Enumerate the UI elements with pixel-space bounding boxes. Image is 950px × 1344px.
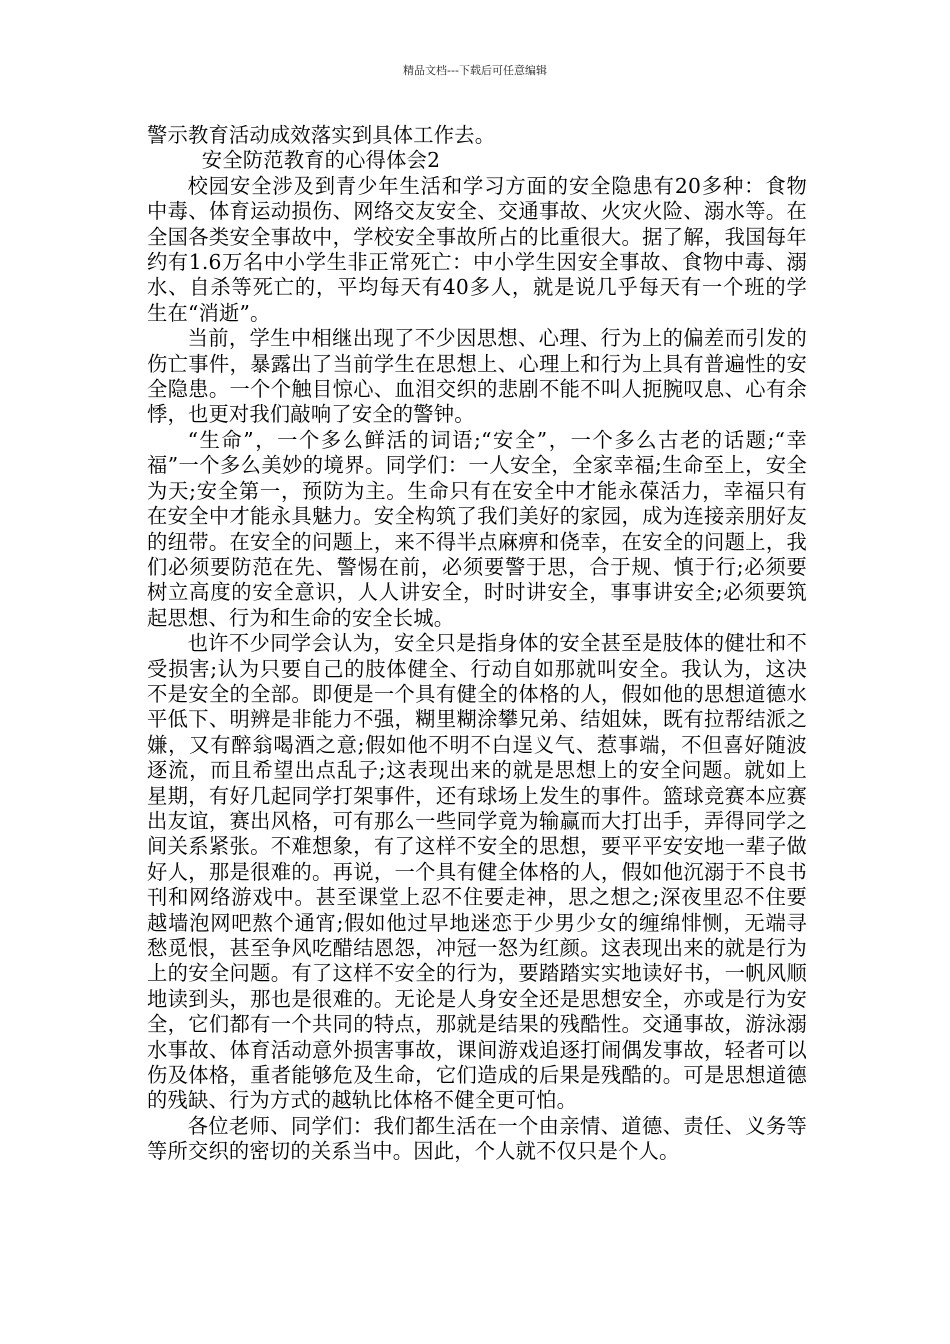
paragraph: 校园安全涉及到青少年生活和学习方面的安全隐患有20多种：食物中毒、体育运动损伤、网络交友安全、交通事故、火灾火险、溺水等。在全国各类安全事故中，学校安全事故所占的比重很大。据了解，我国每年约有1.6万名中小学生非正常死亡：中小学生因安全事故、食物中毒、溺水、自杀等死亡的，平均每天有40多人，就是说几乎每天有一个班的学生在“消逝”。 bbox=[147, 173, 807, 325]
paragraph: 也许不少同学会认为，安全只是指身体的安全甚至是肢体的健壮和不受损害;认为只要自己的肢体健全、行动自如那就叫安全。我认为，这决不是安全的全部。即便是一个具有健全的体格的人，假如他的思想道德水平低下、明辨是非能力不强，糊里糊涂攀兄弟、结姐妹，既有拉帮结派之嫌，又有醉翁喝酒之意;假如他不明不白逞义气、惹事端，不但喜好随波逐流，而且希望出点乱子;这表现出来的就是思想上的安全问题。就如上星期，有好几起同学打架事件，还有球场上发生的事件。篮球竞赛本应赛出友谊，赛出风格，可有那么一些同学竟为输赢而大打出手，弄得同学之间关系紧张。不难想象，有了这样不安全的思想，要平平安安地一辈子做好人，那是很难的。再说，一个具有健全体格的人，假如他沉溺于不良书刊和网络游戏中。甚至课堂上忍不住要走神，思之想之;深夜里忍不住要越墙泡网吧熬个通宵;假如他过早地迷恋于少男少女的缠绵悱恻，无端寻愁觅恨，甚至争风吃醋结恩怨，冲冠一怒为红颜。这表现出来的就是行为上的安全问题。有了这样不安全的行为，要踏踏实实地读好书，一帆风顺地读到头，那也是很难的。无论是人身安全还是思想安全，亦或是行为安全，它们都有一个共同的特点，那就是结果的残酷性。交通事故，游泳溺水事故、体育活动意外损害事故，课间游戏追逐打闹偶发事故，轻者可以伤及体格，重者能够危及生命，它们造成的后果是残酷的。可是思想道德的残缺、行为方式的越轨比体格不健全更可怕。 bbox=[147, 631, 807, 1113]
paragraph: 各位老师、同学们：我们都生活在一个由亲情、道德、责任、义务等等所交织的密切的关系当中。因此，个人就不仅只是个人。 bbox=[147, 1113, 807, 1164]
paragraph: “生命”，一个多么鲜活的词语;“安全”，一个多么古老的话题;“幸福”一个多么美妙的境界。同学们：一人安全，全家幸福;生命至上，安全为天;安全第一，预防为主。生命只有在安全中才能永葆活力，幸福只有在安全中才能永具魅力。安全构筑了我们美好的家园，成为连接亲朋好友的纽带。在安全的问题上，来不得半点麻痹和侥幸，在安全的问题上，我们必须要防范在先、警惕在前，必须要警于思，合于规、慎于行;必须要树立高度的安全意识，人人讲安全，时时讲安全，事事讲安全;必须要筑起思想、行为和生命的安全长城。 bbox=[147, 427, 807, 630]
section-heading: 安全防范教育的心得体会2 bbox=[201, 148, 441, 173]
paragraph-continuation: 警示教育活动成效落实到具体工作去。 bbox=[147, 123, 496, 147]
page-header: 精品文档---下载后可任意编辑 bbox=[403, 64, 547, 77]
paragraph: 当前，学生中相继出现了不少因思想、心理、行为上的偏差而引发的伤亡事件，暴露出了当前学生在思想上、心理上和行为上具有普遍性的安全隐患。一个个触目惊心、血泪交织的悲剧不能不叫人扼腕叹息、心有余悸，也更对我们敲响了安全的警钟。 bbox=[147, 326, 807, 427]
document-body bbox=[147, 123, 807, 1165]
